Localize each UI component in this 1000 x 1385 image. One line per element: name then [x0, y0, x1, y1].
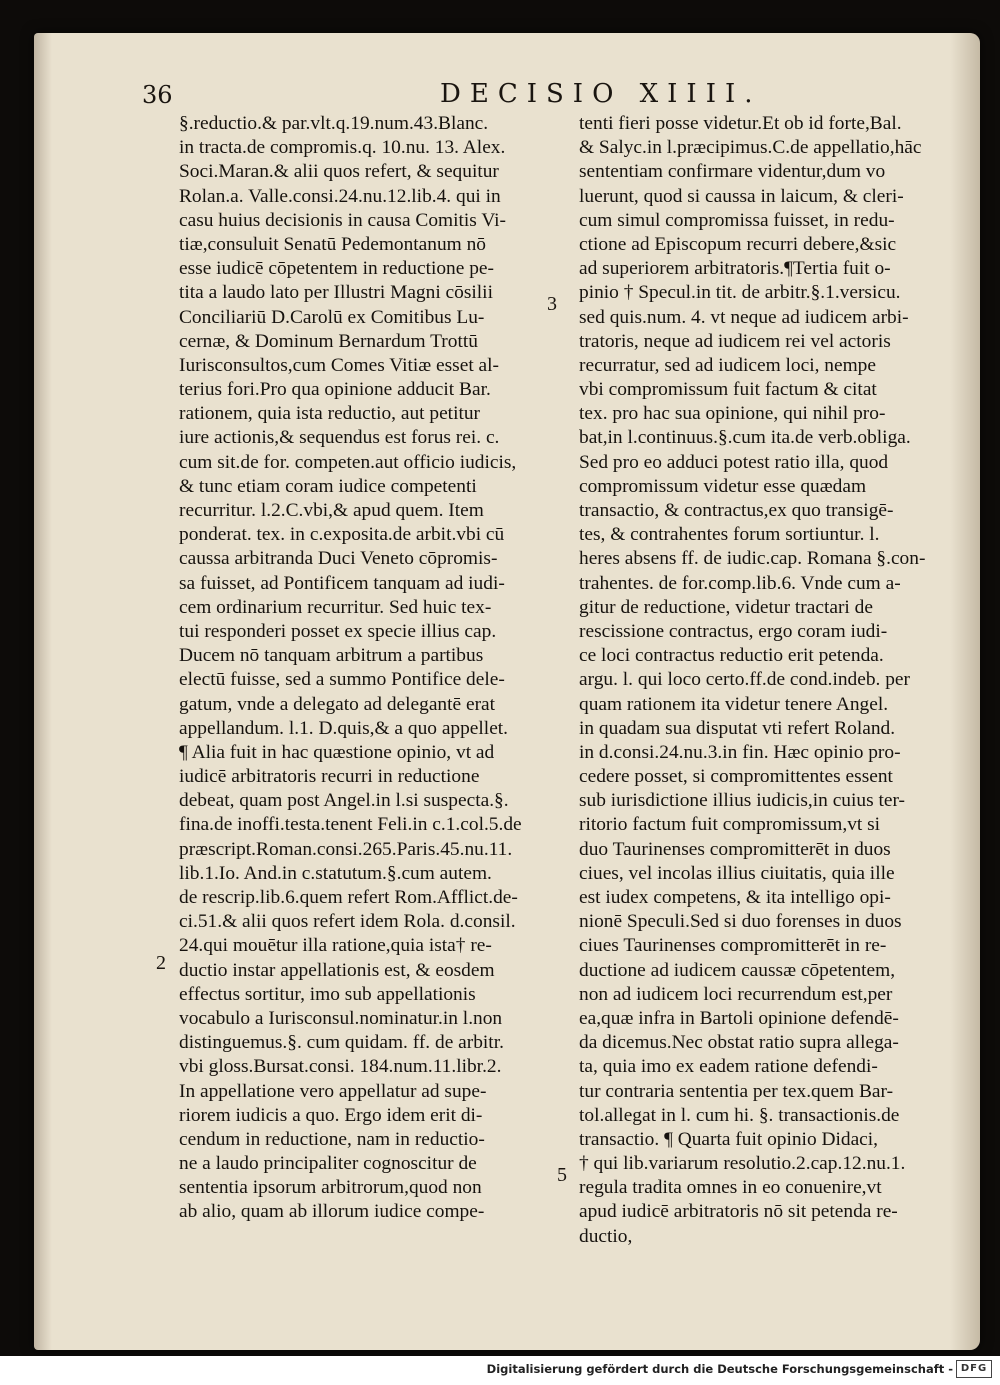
text-line: ciues, vel incolas illius ciuitatis, quia ille	[579, 862, 895, 884]
text-line: cendum in reductione, nam in reductio-	[179, 1128, 485, 1150]
text-line: ea,quæ infra in Bartoli opinione defendē-	[579, 1007, 899, 1029]
text-line: tes, & contrahentes forum sortiuntur. l.	[579, 524, 880, 546]
text-line: nionē Speculi.Sed si duo forenses in duos	[579, 911, 902, 933]
text-line: ponderat. tex. in c.exposita.de arbit.vbi cū	[179, 524, 505, 546]
text-line: Sed pro eo adduci potest ratio illa, quod	[579, 451, 889, 473]
text-line: ritorio factum fuit compromissum,vt si	[579, 814, 881, 836]
text-line: in tracta.de compromis.q. 10.nu. 13. Alex.	[179, 137, 506, 159]
text-line: recurritur. l.2.C.vbi,& apud quem. Item	[179, 500, 484, 521]
text-line: in d.consi.24.nu.3.in fin. Hæc opinio pro-	[579, 741, 901, 763]
margin-note-2: 2	[156, 952, 166, 974]
text-line: tui responderi posset ex specie illius cap.	[179, 620, 497, 642]
text-line: & Salyc.in l.præcipimus.C.de appellatio,hāc	[579, 137, 922, 159]
text-line: esse iudicē cōpetentem in reductione pe-	[179, 258, 494, 280]
text-line: Iurisconsultos,cum Comes Vitiæ esset al-	[179, 354, 500, 376]
page-header	[34, 79, 980, 109]
text-line: cum sit.de for. competen.aut officio iudicis,	[179, 451, 517, 473]
text-line: iure actionis,& sequendus est forus rei. c.	[179, 427, 500, 449]
text-line: Soci.Maran.& alii quos refert, & sequitur	[179, 161, 499, 183]
text-line: quam rationem ita videtur tenere Angel.	[579, 693, 889, 715]
text-line: regula tradita omnes in eo conuenire,vt	[579, 1177, 882, 1199]
text-line: Ducem nō tanquam arbitrum a partibus	[179, 645, 484, 667]
text-line: Conciliariū D.Carolū ex Comitibus Lu-	[179, 306, 485, 328]
text-line: rationem, quia ista reductio, aut petitur	[179, 403, 480, 425]
text-line: sententia ipsorum arbitrorum,quod non	[179, 1177, 482, 1199]
text-line: ductio instar appellationis est, & eosdem	[179, 959, 495, 981]
text-line: rescissione contractus, ergo coram iudi-	[579, 620, 888, 642]
text-line: sub iurisdictione illius iudicis,in cuius ter-	[579, 790, 905, 812]
text-line: trahentes. de for.comp.lib.6. Vnde cum a-	[579, 572, 901, 594]
text-line: tur contraria sententia per tex.quem Bar-	[579, 1080, 894, 1102]
text-line: recurratur, sed ad iudicem loci, nempe	[579, 354, 876, 376]
text-line: tenti fieri posse videtur.Et ob id forte,Bal.	[579, 113, 902, 134]
text-line: vbi compromissum fuit factum & citat	[579, 379, 877, 401]
text-line: 24.qui mouētur illa ratione,quia ista† re-	[179, 935, 492, 957]
text-line: ci.51.& alii quos refert idem Rola. d.consil.	[179, 911, 516, 933]
text-line: duo Taurinenses compromitterēt in duos	[579, 838, 891, 860]
margin-note-3: 3	[547, 293, 557, 315]
text-line: ctione ad Episcopum recurri debere,&sic	[579, 233, 897, 255]
text-line: transactio. ¶ Quarta fuit opinio Didaci,	[579, 1128, 879, 1150]
text-line: ductione ad iudicem caussæ cōpetentem,	[579, 959, 896, 981]
dfg-logo: DFG	[956, 1360, 992, 1378]
text-line: ciues Taurinenses compromitterēt in re-	[579, 935, 887, 957]
text-line: distinguemus.§. cum quidam. ff. de arbitr.	[179, 1032, 504, 1054]
text-line: da dicemus.Nec obstat ratio supra allega-	[579, 1032, 899, 1054]
running-title: DECISIO XIIII.	[440, 79, 762, 109]
text-line: lib.1.Io. And.in c.statutum.§.cum autem.	[179, 862, 492, 884]
text-line: tita a laudo lato per Illustri Magni cōsilii	[179, 282, 493, 304]
text-line: de rescrip.lib.6.quem refert Rom.Afflict.de-	[179, 887, 518, 908]
text-line: electū fuisse, sed a summo Pontifice dele-	[179, 669, 505, 691]
text-line: gitur de reductione, videtur tractari de	[579, 596, 873, 618]
text-line: bat,in l.continuus.§.cum ita.de verb.obliga.	[579, 427, 911, 449]
text-line: sa fuisset, ad Pontificem tanquam ad iudi-	[179, 572, 505, 594]
text-line: §.reductio.& par.vlt.q.19.num.43.Blanc.	[179, 113, 489, 134]
text-line: ¶ Alia fuit in hac quæstione opinio, vt ad	[179, 741, 495, 763]
text-line: riorem iudicis a quo. Ergo idem erit di-	[179, 1104, 483, 1126]
text-line: In appellatione vero appellatur ad supe-	[179, 1080, 487, 1102]
text-line: cem ordinarium recurritur. Sed huic tex-	[179, 596, 492, 618]
text-line: tratoris, neque ad iudicem rei vel actoris	[579, 330, 891, 352]
text-line: transactio, & contractus,ex quo transigē-	[579, 500, 894, 521]
text-line: gatum, vnde a delegato ad delegantē erat	[179, 693, 496, 715]
text-line: terius fori.Pro qua opinione adducit Bar.	[179, 379, 491, 401]
text-line: ad superiorem arbitratoris.¶Tertia fuit o-	[579, 258, 891, 280]
text-line: pinio † Specul.in tit. de arbitr.§.1.versicu.	[579, 282, 901, 304]
text-line: ductio,	[579, 1225, 633, 1247]
text-line: in quadam sua disputat vti refert Roland.	[579, 717, 896, 739]
text-line: debeat, quam post Angel.in l.si suspecta.§.	[179, 790, 509, 812]
text-line: sed quis.num. 4. vt neque ad iudicem arbi-	[579, 306, 909, 328]
text-line: tex. pro hac sua opinione, qui nihil pro-	[579, 403, 886, 425]
text-line: compromissum videtur esse quædam	[579, 475, 867, 497]
text-line: luerunt, quod si caussa in laicum, & cleri-	[579, 185, 904, 207]
text-column-right	[579, 112, 969, 1249]
text-line: tol.allegat in l. cum hi. §. transactionis.de	[579, 1104, 900, 1126]
text-line: caussa arbitranda Duci Veneto cōpromis-	[179, 548, 498, 570]
text-line: Rolan.a. Valle.consi.24.nu.12.lib.4. qui in	[179, 185, 501, 207]
text-line: præscript.Roman.consi.265.Paris.45.nu.11.	[179, 838, 513, 860]
text-line: casu huius decisionis in causa Comitis Vi-	[179, 209, 507, 231]
folio-number: 36	[142, 81, 173, 109]
text-line: tiæ,consuluit Senatū Pedemontanum nō	[179, 233, 486, 255]
text-line: † qui lib.variarum resolutio.2.cap.12.nu.1.	[579, 1153, 906, 1175]
text-line: appellandum. l.1. D.quis,& a quo appellet.	[179, 717, 509, 739]
funding-note: Digitalisierung gefördert durch die Deutsche Forschungsgemeinschaft -	[486, 1362, 953, 1376]
text-line: iudicē arbitratoris recurri in reductione	[179, 766, 480, 788]
text-line: cum simul compromissa fuisset, in redu-	[579, 209, 895, 231]
text-line: ne a laudo principaliter cognoscitur de	[179, 1153, 477, 1175]
text-line: ab alio, quam ab illorum iudice compe-	[179, 1201, 485, 1223]
footer-strip	[0, 1356, 1000, 1385]
text-line: ce loci contractus reductio erit petenda.	[579, 645, 884, 667]
text-line: & tunc etiam coram iudice competenti	[179, 475, 477, 497]
text-line: vocabulo a Iurisconsul.nominatur.in l.non	[179, 1007, 503, 1029]
text-line: cedere posset, si compromittentes essent	[579, 766, 893, 788]
text-line: sententiam confirmare videntur,dum vo	[579, 161, 886, 183]
text-line: effectus sortitur, imo sub appellationis	[179, 983, 476, 1005]
margin-note-5: 5	[557, 1164, 567, 1186]
text-line: argu. l. qui loco certo.ff.de cond.indeb. per	[579, 669, 910, 691]
text-line: fina.de inoffi.testa.tenent Feli.in c.1.col.5.de	[179, 814, 522, 836]
text-line: apud iudicē arbitratoris nō sit petenda re-	[579, 1201, 898, 1223]
text-line: cernæ, & Dominum Bernardum Trottū	[179, 330, 478, 352]
text-column-left	[179, 112, 574, 1225]
text-line: heres absens ff. de iudic.cap. Romana §.con-	[579, 548, 926, 570]
book-page	[34, 33, 980, 1350]
text-line: ta, quia imo ex eadem ratione defendi-	[579, 1056, 878, 1078]
text-line: est iudex competens, & ita intelligo opi-	[579, 887, 891, 908]
text-line: non ad iudicem loci recurrendum est,per	[579, 983, 893, 1005]
text-line: vbi gloss.Bursat.consi. 184.num.11.libr.2.	[179, 1056, 502, 1078]
